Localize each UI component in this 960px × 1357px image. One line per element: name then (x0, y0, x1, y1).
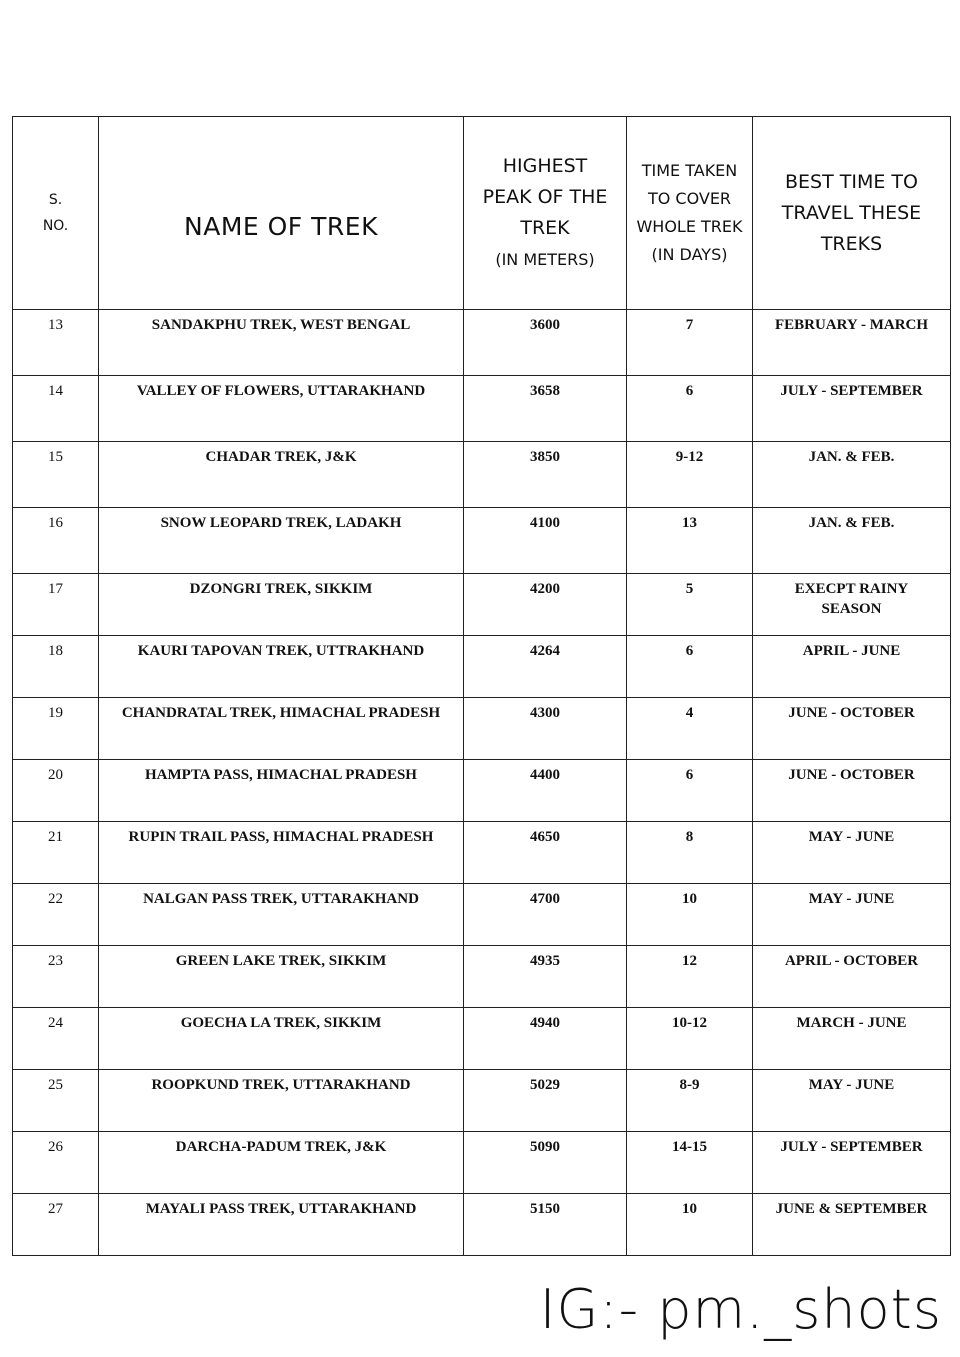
table-row (13, 698, 951, 760)
row-peak-height: 4400 (464, 760, 627, 822)
row-peak-height: 4200 (464, 574, 627, 636)
header-name (99, 117, 464, 310)
row-trek-name: HAMPTA PASS, HIMACHAL PRADESH (99, 760, 464, 822)
row-best-time: MAY - JUNE (753, 822, 951, 884)
row-days: 4 (627, 698, 753, 760)
row-days: 6 (627, 376, 753, 442)
row-days: 10 (627, 1194, 753, 1256)
row-peak-height: 4100 (464, 508, 627, 574)
trek-table-body (13, 310, 951, 1256)
row-peak-height: 4264 (464, 636, 627, 698)
row-trek-name: VALLEY OF FLOWERS, UTTARAKHAND (99, 376, 464, 442)
row-trek-name: MAYALI PASS TREK, UTTARAKHAND (99, 1194, 464, 1256)
row-peak-height: 3658 (464, 376, 627, 442)
trek-table (12, 116, 951, 1256)
row-trek-name: DZONGRI TREK, SIKKIM (99, 574, 464, 636)
row-best-time: JULY - SEPTEMBER (753, 376, 951, 442)
row-sno: 26 (13, 1132, 99, 1194)
header-peak-label: HIGHEST PEAK OF THE TREK (482, 155, 608, 239)
instagram-handle: IG:- pm._shots (539, 1278, 942, 1341)
row-best-time: JAN. & FEB. (753, 442, 951, 508)
header-best-label: BEST TIME TO TRAVEL THESE TREKS (781, 170, 922, 255)
table-row (13, 508, 951, 574)
row-days: 9-12 (627, 442, 753, 508)
table-row (13, 574, 951, 636)
row-best-time: EXECPT RAINY SEASON (753, 574, 951, 636)
row-best-time: JAN. & FEB. (753, 508, 951, 574)
row-best-time: JUNE - OCTOBER (753, 760, 951, 822)
row-sno: 24 (13, 1008, 99, 1070)
row-trek-name: DARCHA-PADUM TREK, J&K (99, 1132, 464, 1194)
header-peak-unit: (IN METERS) (495, 250, 595, 269)
table-row (13, 760, 951, 822)
row-sno: 16 (13, 508, 99, 574)
row-best-time: MAY - JUNE (753, 884, 951, 946)
table-row (13, 1008, 951, 1070)
row-sno: 21 (13, 822, 99, 884)
row-peak-height: 5029 (464, 1070, 627, 1132)
row-sno: 17 (13, 574, 99, 636)
row-days: 14-15 (627, 1132, 753, 1194)
row-best-time: JUNE - OCTOBER (753, 698, 951, 760)
row-trek-name: CHADAR TREK, J&K (99, 442, 464, 508)
row-peak-height: 4940 (464, 1008, 627, 1070)
row-days: 8 (627, 822, 753, 884)
row-trek-name: KAURI TAPOVAN TREK, UTTRAKHAND (99, 636, 464, 698)
table-row (13, 946, 951, 1008)
header-sno-label: S. NO. (42, 192, 69, 234)
table-row (13, 1132, 951, 1194)
row-trek-name: SNOW LEOPARD TREK, LADAKH (99, 508, 464, 574)
row-peak-height: 3850 (464, 442, 627, 508)
header-peak (464, 117, 627, 310)
row-peak-height: 4935 (464, 946, 627, 1008)
row-days: 6 (627, 760, 753, 822)
row-sno: 20 (13, 760, 99, 822)
row-sno: 25 (13, 1070, 99, 1132)
row-best-time: MAY - JUNE (753, 1070, 951, 1132)
row-best-time: APRIL - OCTOBER (753, 946, 951, 1008)
row-sno: 22 (13, 884, 99, 946)
header-sno (13, 117, 99, 310)
table-row (13, 1070, 951, 1132)
row-peak-height: 4650 (464, 822, 627, 884)
table-row (13, 822, 951, 884)
row-trek-name: NALGAN PASS TREK, UTTARAKHAND (99, 884, 464, 946)
row-days: 13 (627, 508, 753, 574)
row-days: 5 (627, 574, 753, 636)
table-row (13, 310, 951, 376)
row-trek-name: GREEN LAKE TREK, SIKKIM (99, 946, 464, 1008)
table-row (13, 442, 951, 508)
row-trek-name: SANDAKPHU TREK, WEST BENGAL (99, 310, 464, 376)
row-best-time: APRIL - JUNE (753, 636, 951, 698)
row-days: 7 (627, 310, 753, 376)
header-time-unit: (IN DAYS) (651, 245, 728, 264)
row-peak-height: 5150 (464, 1194, 627, 1256)
row-sno: 19 (13, 698, 99, 760)
header-row (13, 117, 951, 310)
table-row (13, 636, 951, 698)
row-trek-name: GOECHA LA TREK, SIKKIM (99, 1008, 464, 1070)
row-sno: 14 (13, 376, 99, 442)
row-best-time: MARCH - JUNE (753, 1008, 951, 1070)
row-days: 10-12 (627, 1008, 753, 1070)
row-days: 12 (627, 946, 753, 1008)
table-row (13, 376, 951, 442)
row-peak-height: 4700 (464, 884, 627, 946)
row-days: 6 (627, 636, 753, 698)
row-sno: 18 (13, 636, 99, 698)
row-peak-height: 4300 (464, 698, 627, 760)
row-sno: 23 (13, 946, 99, 1008)
header-best (753, 117, 951, 310)
row-sno: 27 (13, 1194, 99, 1256)
row-best-time: FEBRUARY - MARCH (753, 310, 951, 376)
row-peak-height: 3600 (464, 310, 627, 376)
row-trek-name: RUPIN TRAIL PASS, HIMACHAL PRADESH (99, 822, 464, 884)
row-days: 8-9 (627, 1070, 753, 1132)
header-time (627, 117, 753, 310)
table-row (13, 1194, 951, 1256)
row-sno: 15 (13, 442, 99, 508)
header-time-label: TIME TAKEN TO COVER WHOLE TREK (636, 161, 743, 236)
row-best-time: JULY - SEPTEMBER (753, 1132, 951, 1194)
table-row (13, 884, 951, 946)
row-peak-height: 5090 (464, 1132, 627, 1194)
header-name-label: NAME OF TREK (184, 211, 378, 241)
row-trek-name: CHANDRATAL TREK, HIMACHAL PRADESH (99, 698, 464, 760)
row-best-time: JUNE & SEPTEMBER (753, 1194, 951, 1256)
row-sno: 13 (13, 310, 99, 376)
row-days: 10 (627, 884, 753, 946)
row-trek-name: ROOPKUND TREK, UTTARAKHAND (99, 1070, 464, 1132)
